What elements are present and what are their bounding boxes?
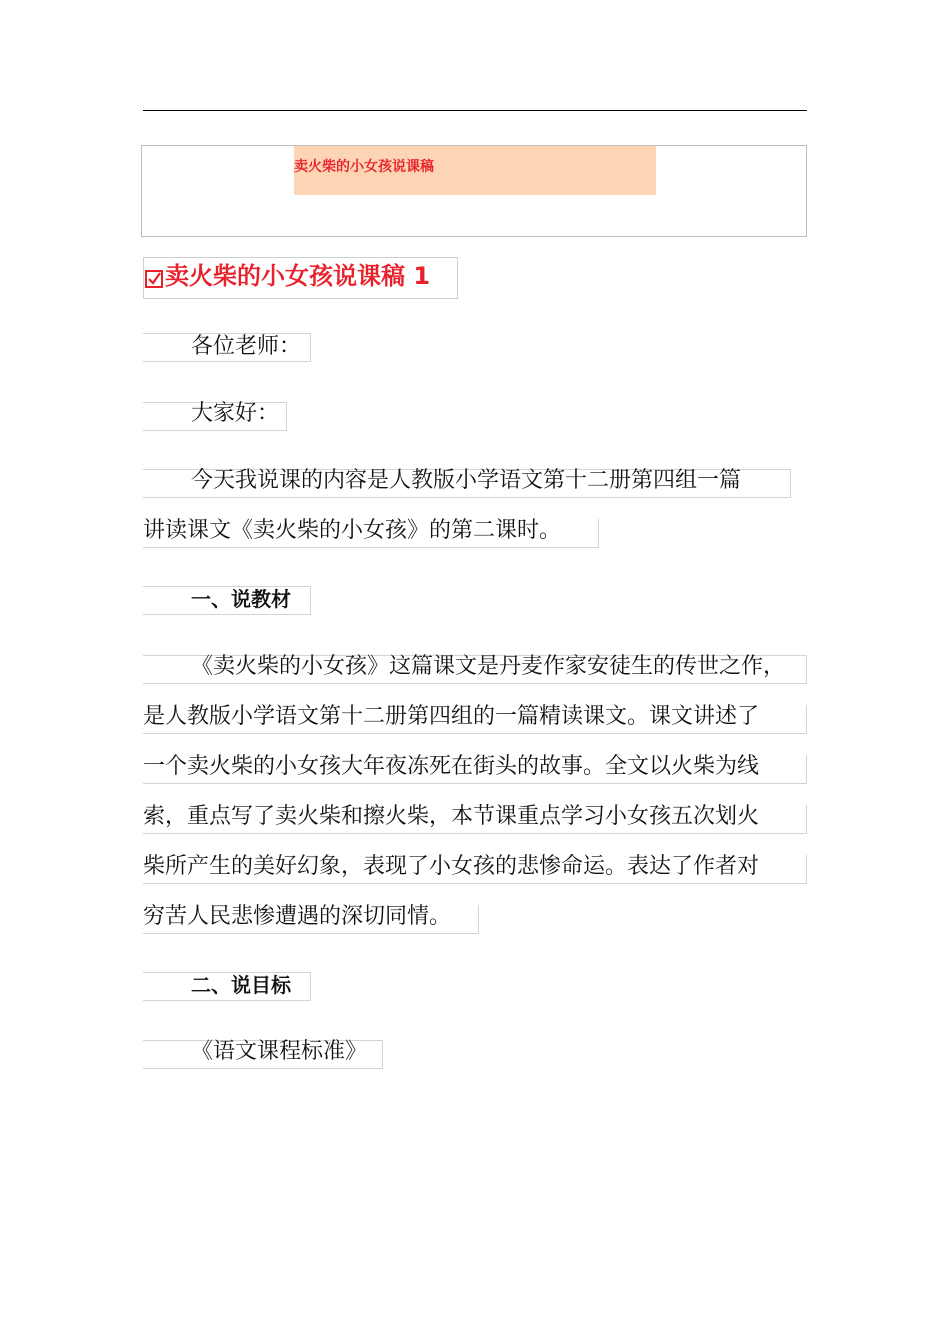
document-title: 卖火柴的小女孩说课稿 1 [165, 262, 431, 290]
checkbox-checked-icon [145, 270, 163, 288]
top-rule [143, 110, 807, 111]
section1-line-3: 一个卖火柴的小女孩大年夜冻死在街头的故事。全文以火柴为线 [143, 754, 760, 779]
section2-heading: 二、说目标 [191, 973, 291, 997]
header-title: 卖火柴的小女孩说课稿 [294, 159, 434, 175]
intro-line-1: 今天我说课的内容是人教版小学语文第十二册第四组一篇 [191, 468, 742, 493]
section1-line-5: 柴所产生的美好幻象，表现了小女孩的悲惨命运。表达了作者对 [143, 854, 760, 879]
greeting-teachers: 各位老师： [191, 334, 302, 359]
section2-line-1: 《语文课程标准》 [191, 1039, 368, 1064]
greeting-all: 大家好： [191, 401, 280, 426]
section1-line-1: 《卖火柴的小女孩》这篇课文是丹麦作家安徒生的传世之作， [191, 654, 786, 679]
intro-line-2: 讲读课文《卖火柴的小女孩》的第二课时。 [143, 518, 562, 543]
section1-heading: 一、说教材 [191, 587, 291, 611]
section1-line-6: 穷苦人民悲惨遭遇的深切同情。 [143, 904, 452, 929]
section1-line-2: 是人教版小学语文第十二册第四组的一篇精读课文。课文讲述了 [143, 704, 760, 729]
section1-line-4: 索，重点写了卖火柴和擦火柴，本节课重点学习小女孩五次划火 [143, 804, 760, 829]
